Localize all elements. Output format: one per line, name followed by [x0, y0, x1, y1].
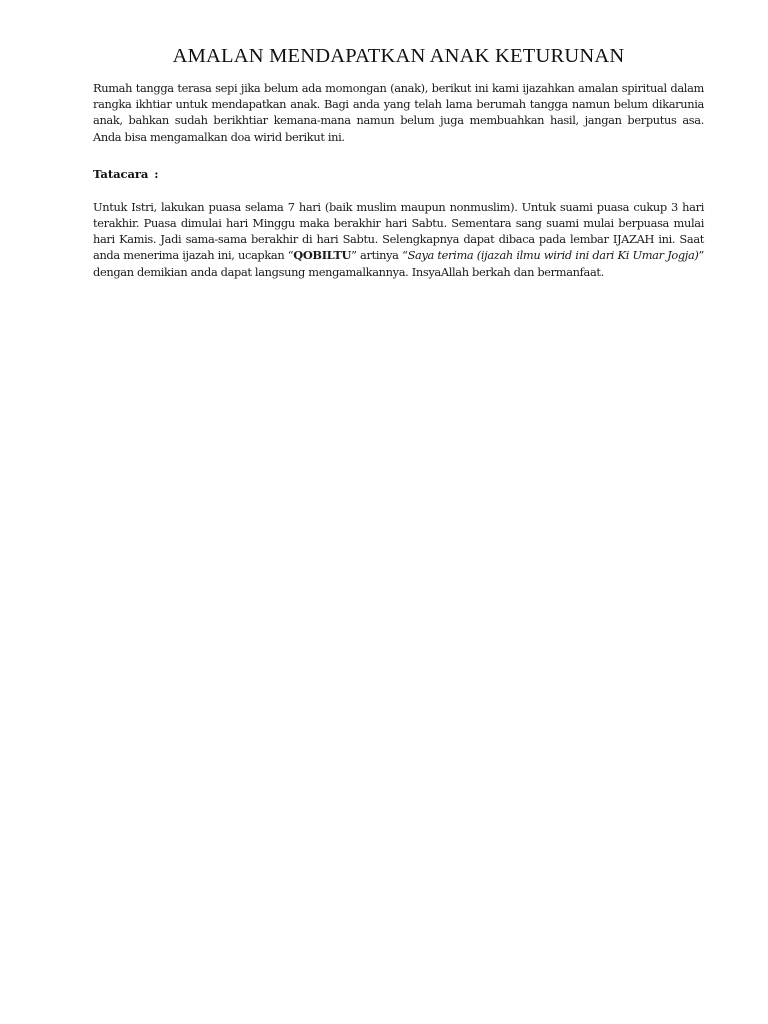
procedure-text-part1: Untuk Istri, lakukan puasa selama 7 hari (baik muslim maupun nonmuslim). Untuk suami puasa cukup 3 hari terakhir. Puasa dimulai hari Minggu maka berakhir hari Sabtu. Sementara sang suami mulai berpuasa mulai hari Kamis. Jadi sama-sama berakhir di hari Sabtu. Selengkapnya dapat dibaca pada lembar IJAZAH ini. Saat anda menerima ijazah ini, ucapkan “: [93, 199, 704, 263]
procedure-meaning: Saya terima (ijazah ilmu wirid ini dari Ki Umar Jogja): [407, 248, 699, 263]
document-content: [93, 44, 704, 280]
procedure-paragraph: [93, 199, 704, 280]
document-title: AMALAN MENDAPATKAN ANAK KETURUNAN: [172, 45, 625, 67]
procedure-text-part2: ” artinya “: [351, 248, 408, 263]
procedure-keyword: QOBILTU: [293, 248, 352, 263]
section-heading: [93, 166, 704, 182]
section-heading-colon: :: [154, 166, 159, 181]
section-heading-text: Tatacara: [93, 166, 149, 181]
intro-paragraph: Rumah tangga terasa sepi jika belum ada momongan (anak), berikut ini kami ijazahkan amalan spiritual dalam rangka ikhtiar untuk mendapatkan anak. Bagi anda yang telah lama berumah tangga namun belum dikarunia anak, bahkan sudah berikhtiar kemana-mana namun belum juga membuahkan hasil, jangan berputus asa. Anda bisa mengamalkan doa wirid berikut ini.: [93, 81, 704, 144]
procedure-text-part3: ” dengan demikian anda dapat langsung mengamalkannya. InsyaAllah berkah dan bermanfaat.: [93, 248, 705, 279]
